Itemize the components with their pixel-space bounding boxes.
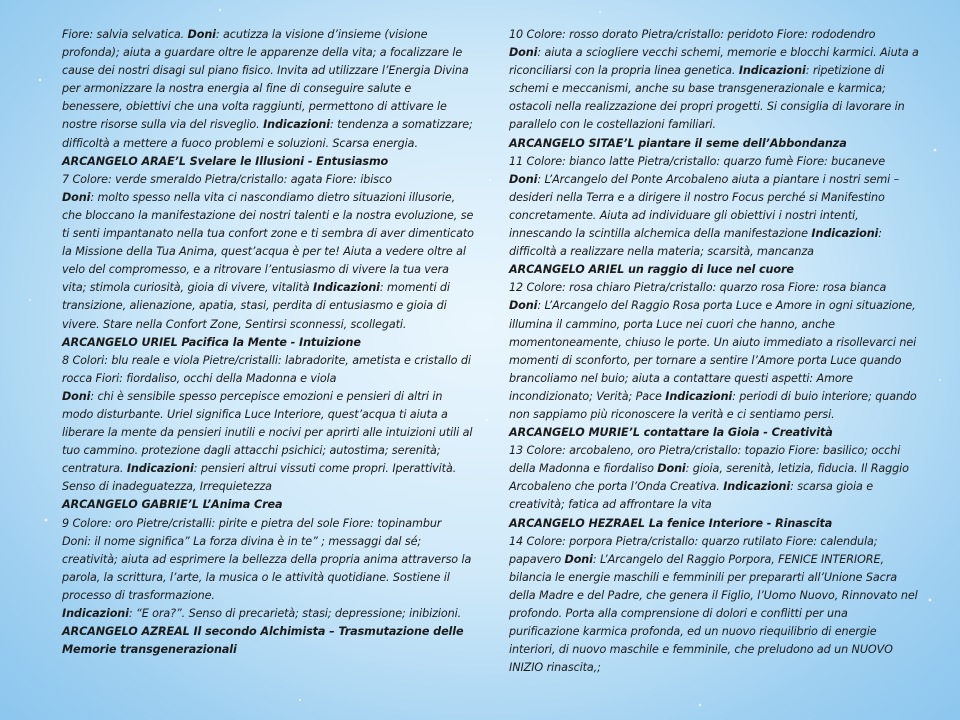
archangel-heading [509,515,921,533]
bold-label: Doni [509,46,538,60]
text-run: ARCANGELO MURIE’L contattare la Gioia - Creatività [509,426,833,440]
text-run: 11 Colore: bianco latte Pietra/cristallo: quarzo fumè Fiore: bucaneve [509,154,886,168]
text-run: ARCANGELO GABRIE’L L’Anima Crea [62,498,283,512]
text-run: : L’Arcangelo del Raggio Rosa porta Luce e Amore in ogni situazione, illumina il cammino, porta Luce nei cuori che hanno, anche momentoneamente, chiuso le porte. Un aiuto immediato a risollevarci nei momenti di sconforto, per tornare a sentire l’Amore porta Luce quando brancoliamo nel buio; aiuta a contattare questi aspetti: Amore incondizionato; Verità; Pace [509,299,917,403]
paragraph [509,297,921,424]
text-run: 12 Colore: rosa chiaro Pietra/cristallo: quarzo rosa Fiore: rosa bianca [509,281,887,295]
text-run: 10 Colore: rosso dorato Pietra/cristallo: peridoto Fiore: rododendro [509,28,876,41]
paragraph [509,26,921,44]
text-run: : L’Arcangelo del Raggio Porpora, FENICE INTERIORE, bilancia le energie maschili e femminili per prepararti all’Unione Sacra della Madre e del Padre, che genera il Figlio, l’Uomo Nuovo, Rinnovato nel profondo. Porta alla comprensione di dolori e conflitti per una purificazione karmica profonda, ed un nuovo riequilibrio di energie interiori, di nuovo maschile e femminile, che preludono ad un NUOVO INIZIO rinascita,; [509,552,918,675]
text-run: ARCANGELO URIEL Pacifica la Mente - Intuizione [62,335,361,349]
paragraph [62,26,474,153]
text-run: : “E ora?”. Senso di precarietà; stasi; depressione; inibizioni. [128,607,462,620]
text-run: : difficoltà a realizzare nella materia; scarsità, mancanza [509,227,882,259]
bold-label: Doni [62,190,91,204]
paragraph [509,442,921,514]
archangel-heading [509,424,921,442]
paragraph [509,44,921,134]
text-run: 9 Colore: oro Pietre/cristalli: pirite e pietra del sole Fiore: topinambur [62,516,442,530]
text-run: : scarsa gioia e creatività; fatica ad affrontare la vita [509,480,873,512]
paragraph [62,171,474,189]
bold-label: Indicazioni [62,607,129,620]
bold-label: Doni [62,389,91,403]
paragraph [62,388,474,497]
text-run: : aiuta a sciogliere vecchi schemi, memorie e blocchi karmici. Aiuta a riconciliarsi con la propria linea genetica. [509,46,919,78]
bold-label: Indicazioni [313,281,380,295]
text-run: Doni: il nome significa” La forza divina è in te” ; messaggi dal sé; creatività; aiuta ad esprimere la bellezza della propria anima attraverso la parola, la scrittura, l’arte, la musica o le attività quotidiane. Sostiene il processo di trasformazione. [62,534,472,602]
text-run: : momenti di transizione, alienazione, apatia, stasi, perdita di entusiasmo e gioia di vivere. Stare nella Confort Zone, Sentirsi sconnessi, scollegati. [62,281,450,331]
paragraph [62,352,474,388]
text-run: 13 Colore: arcobaleno, oro Pietra/cristallo: topazio Fiore: basilico; occhi della Madonna e fiordaliso [509,444,901,476]
archangel-heading [62,496,474,514]
paragraph [509,279,921,297]
archangel-heading [62,334,474,352]
right-text-column [509,26,921,677]
text-run: ARCANGELO SITAE’L piantare il seme dell’Abbondanza [509,136,847,150]
text-run: : chi è sensibile spesso percepisce emozioni e pensieri di altri in modo disturbante. Uriel significa Luce Interiore, quest’acqua ti aiuta a liberare la mente da pensieri inutili e nocivi per aprirti alle intuizioni utili al tuo cammino. protezione dagli attacchi psichici; autostima; serenità; centratura. [62,389,473,476]
text-run: : pensieri altrui vissuti come propri. Iperattività. Senso di inadeguatezza, Irrequietezza [62,462,457,494]
text-run: ARCANGELO AZREAL Il secondo Alchimista – Trasmutazione delle Memorie transgenerazionali [62,625,464,657]
text-run: : molto spesso nella vita ci nascondiamo dietro situazioni illusorie, che bloccano la manifestazione dei nostri talenti e la nostra evoluzione, se ti senti impantanato nella tua confort zone e ti sembra di aver dimenticato la Missione della Tua Anima, quest’acqua è per te! Aiuta a vedere oltre al velo del compromesso, e a ritrovare l’entusiasmo di vivere la tua vera vita; stimola curiosità, gioia di vivere, vitalità [62,190,474,295]
text-run: : tendenza a somatizzare; difficoltà a mettere a fuoco problemi e soluzioni. Scarsa energia. [62,118,473,150]
text-run: : ripetizione di schemi e meccanismi, anche su base transgenerazionale e karmica; ostacoli nella realizzazione dei propri progetti. Si consiglia di lavorare in parallelo con le costellazioni familiari. [509,64,905,132]
paragraph [509,171,921,261]
paragraph [62,515,474,533]
archangel-heading [62,623,474,659]
bold-label: Indicazioni [263,118,330,132]
bold-label: Doni [509,299,538,313]
text-run: ARCANGELO HEZRAEL La fenice Interiore - Rinascita [509,516,833,530]
bold-label: Indicazioni [738,64,806,78]
bold-label: Indicazioni [665,389,733,403]
archangel-heading [509,135,921,153]
paragraph [509,153,921,171]
paragraph [62,605,474,623]
paragraph [509,533,921,678]
bold-label: Indicazioni [811,227,879,241]
bold-label: Indicazioni [126,462,194,476]
archangel-heading [62,153,474,171]
bold-label: Doni [187,28,216,41]
archangel-heading [509,261,921,279]
bold-label: Doni [509,172,538,186]
text-run: : L’Arcangelo del Ponte Arcobaleno aiuta a piantare i nostri semi – desideri nella Terra e a dirigere il nostro Focus perché si Manifestino concretamente. Aiuta ad individuare gli obiettivi i nostri intenti, innescando la scintilla alchemica della manifestazione [509,172,900,241]
paragraph [62,189,474,334]
text-run: : periodi di buio interiore; quando non sappiamo più riconoscere la verità e ci sentiamo persi. [509,389,917,421]
text-run: : gioia, serenità, letizia, fiducia. Il Raggio Arcobaleno che porta l’Onda Creativa. [509,462,909,494]
left-text-column [62,26,474,659]
text-run: 14 Colore: porpora Pietra/cristallo: quarzo rutilato Fiore: calendula; papavero [509,534,878,566]
bold-label: Indicazioni [723,480,791,494]
text-run: Fiore: salvia selvatica. [62,28,188,41]
text-run: ARCANGELO ARIEL un raggio di luce nel cuore [509,263,794,277]
text-run: 8 Colori: blu reale e viola Pietre/cristalli: labradorite, ametista e cristallo di rocca Fiori: fiordaliso, occhi della Madonna e viola [62,353,471,385]
text-run: 7 Colore: verde smeraldo Pietra/cristallo: agata Fiore: ibisco [62,172,392,186]
bold-label: Doni [657,462,686,476]
text-run: ARCANGELO ARAE’L Svelare le Illusioni - Entusiasmo [62,154,389,168]
bold-label: Doni [564,552,593,566]
paragraph [62,533,474,605]
text-run: : acutizza la visione d’insieme (visione profonda); aiuta a guardare oltre le apparenze della vita; a focalizzare le cause dei nostri disagi sul piano fisico. Invita ad utilizzare l’Energia Divina per armonizzare la nostra energia al fine di conseguire salute e benessere, obiettivi che una volta raggiunti, permettono di attivare le nostre risorse sulla via del risveglio. [62,28,469,132]
